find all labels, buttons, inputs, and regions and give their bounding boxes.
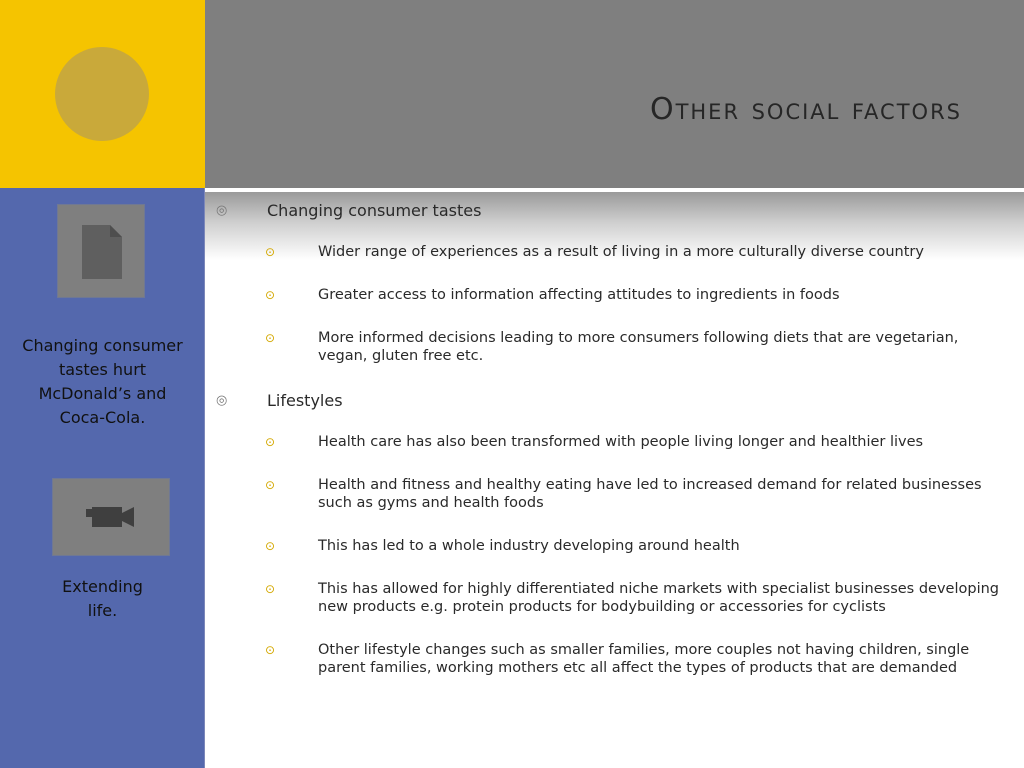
list-item xyxy=(212,641,1012,677)
document-thumbnail[interactable] xyxy=(57,204,145,298)
caption-line: McDonald’s and xyxy=(38,384,167,403)
list-item xyxy=(212,243,1012,261)
list-item xyxy=(212,476,1012,512)
caption-consumer-tastes xyxy=(0,334,205,430)
circled-dot-bullet-icon: ⊙ xyxy=(265,245,276,259)
circled-dot-bullet-icon: ⊙ xyxy=(265,435,276,449)
caption-line: Extending xyxy=(62,577,143,596)
list-item xyxy=(212,537,1012,555)
list-item-text: Health and fitness and healthy eating have led to increased demand for related businesses such as gyms and health foods xyxy=(318,477,982,511)
circled-dot-bullet-icon: ⊙ xyxy=(265,582,276,596)
list-item-text: This has led to a whole industry developing around health xyxy=(318,538,740,554)
caption-extending-life xyxy=(0,575,205,623)
section-heading-text: Changing consumer tastes xyxy=(267,201,482,220)
caption-line: life. xyxy=(87,601,118,620)
circled-dot-bullet-icon: ⊙ xyxy=(265,478,276,492)
section-heading xyxy=(212,390,1012,412)
list-item xyxy=(212,286,1012,304)
list-item-text: Greater access to information affecting attitudes to ingredients in foods xyxy=(318,287,840,303)
circled-dot-bullet-icon: ⊙ xyxy=(265,643,276,657)
circled-dot-bullet-icon: ⊙ xyxy=(265,331,276,345)
video-thumbnail[interactable] xyxy=(52,478,170,556)
bullet-content xyxy=(212,200,1012,702)
list-item xyxy=(212,329,1012,365)
section-heading-text: Lifestyles xyxy=(267,391,343,410)
caption-line: tastes hurt xyxy=(58,360,147,379)
list-item-text: Wider range of experiences as a result of living in a more culturally diverse country xyxy=(318,244,924,260)
circled-dot-bullet-icon: ⊙ xyxy=(265,539,276,553)
slide-title: Other social factors xyxy=(649,92,962,127)
caption-line: Changing consumer xyxy=(22,336,183,355)
list-item-text: Other lifestyle changes such as smaller families, more couples not having children, single parent families, working mothers etc all affect the types of products that are demanded xyxy=(318,642,970,676)
list-item xyxy=(212,433,1012,451)
caption-line: Coca-Cola. xyxy=(59,408,146,427)
decorative-circle xyxy=(55,47,149,141)
ring-bullet-icon: ◎ xyxy=(216,203,228,218)
yellow-corner-block xyxy=(0,0,205,188)
list-item-text: This has allowed for highly differentiated niche markets with specialist businesses developing new products e.g. protein products for bodybuilding or accessories for cyclists xyxy=(318,581,999,615)
section-heading xyxy=(212,200,1012,222)
document-icon xyxy=(82,225,122,279)
list-item-text: More informed decisions leading to more consumers following diets that are vegetarian, vegan, gluten free etc. xyxy=(318,330,959,364)
list-item-text: Health care has also been transformed with people living longer and healthier lives xyxy=(318,434,924,450)
video-camera-icon xyxy=(86,504,138,530)
sidebar xyxy=(0,188,205,768)
list-item xyxy=(212,580,1012,616)
circled-dot-bullet-icon: ⊙ xyxy=(265,288,276,302)
ring-bullet-icon: ◎ xyxy=(216,393,228,408)
